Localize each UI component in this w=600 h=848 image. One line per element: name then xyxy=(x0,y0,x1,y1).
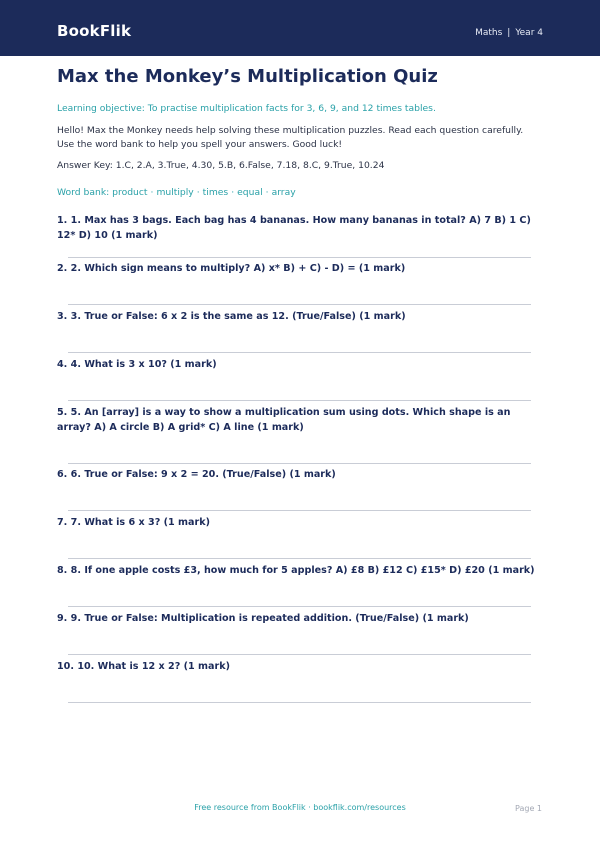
question-item xyxy=(57,563,543,611)
answer-line[interactable] xyxy=(68,654,531,655)
word-separator: · xyxy=(196,187,200,198)
question-item xyxy=(57,405,543,467)
word-separator: · xyxy=(231,187,235,198)
word-bank-word: equal xyxy=(237,187,263,198)
question-text: 7. 7. What is 6 x 3? (1 mark) xyxy=(57,517,210,528)
question-text: 6. 6. True or False: 9 x 2 = 20. (True/False) (1 mark) xyxy=(57,469,336,480)
question-text: 2. 2. Which sign means to multiply? A) x* B) + C) - D) = (1 mark) xyxy=(57,263,406,274)
question-text: 1. 1. Max has 3 bags. Each bag has 4 bananas. How many bananas in total? A) 7 B) 1 C) 12* D) 10 (1 mark) xyxy=(57,215,531,241)
footer-resource-link[interactable]: Free resource from BookFlik · bookflik.com/resources xyxy=(194,803,406,812)
learning-objective: Learning objective: To practise multiplication facts for 3, 6, 9, and 12 times tables. xyxy=(57,103,436,114)
question-item xyxy=(57,611,543,659)
answer-line[interactable] xyxy=(68,510,531,511)
answer-key: Answer Key: 1.C, 2.A, 3.True, 4.30, 5.B, 6.False, 7.18, 8.C, 9.True, 10.24 xyxy=(57,160,385,171)
word-separator: · xyxy=(150,187,154,198)
question-item xyxy=(57,659,543,707)
page-title: Max the Monkey’s Multiplication Quiz xyxy=(57,66,438,87)
question-item xyxy=(57,261,543,309)
meta-separator: | xyxy=(507,28,511,38)
word-bank-word: product xyxy=(112,187,148,198)
answer-line[interactable] xyxy=(68,702,531,703)
word-bank xyxy=(57,186,543,199)
question-text: 4. 4. What is 3 x 10? (1 mark) xyxy=(57,359,217,370)
answer-line[interactable] xyxy=(68,257,531,258)
word-bank-label: Word bank: xyxy=(57,187,110,198)
intro-paragraph: Hello! Max the Monkey needs help solving these multiplication puzzles. Read each question carefully. Use the word bank to help you spell your answers. Good luck! xyxy=(57,125,524,150)
question-list xyxy=(57,213,543,707)
answer-line[interactable] xyxy=(68,400,531,401)
word-bank-word: multiply xyxy=(156,187,194,198)
question-item xyxy=(57,467,543,515)
word-bank-word: array xyxy=(271,187,296,198)
page-header xyxy=(0,0,600,56)
question-item xyxy=(57,357,543,405)
header-meta xyxy=(475,27,543,39)
answer-line[interactable] xyxy=(68,352,531,353)
question-text: 3. 3. True or False: 6 x 2 is the same as 12. (True/False) (1 mark) xyxy=(57,311,406,322)
word-separator: · xyxy=(265,187,269,198)
worksheet-content xyxy=(57,62,543,707)
question-item xyxy=(57,515,543,563)
subject-label: Maths xyxy=(475,28,503,38)
year-label: Year 4 xyxy=(515,28,543,38)
answer-line[interactable] xyxy=(68,304,531,305)
answer-line[interactable] xyxy=(68,558,531,559)
brand-logo-text[interactable]: BookFlik xyxy=(57,22,132,40)
question-text: 10. 10. What is 12 x 2? (1 mark) xyxy=(57,661,230,672)
question-text: 5. 5. An [array] is a way to show a multiplication sum using dots. Which shape is an array? A) A circle B) A grid* C) A line (1 mark) xyxy=(57,407,511,433)
answer-line[interactable] xyxy=(68,606,531,607)
question-item xyxy=(57,213,543,261)
question-text: 8. 8. If one apple costs £3, how much for 5 apples? A) £8 B) £12 C) £15* D) £20 (1 mark) xyxy=(57,565,535,576)
question-item xyxy=(57,309,543,357)
word-bank-word: times xyxy=(202,187,229,198)
question-text: 9. 9. True or False: Multiplication is repeated addition. (True/False) (1 mark) xyxy=(57,613,469,624)
answer-line[interactable] xyxy=(68,463,531,464)
page-number: Page 1 xyxy=(515,804,542,813)
